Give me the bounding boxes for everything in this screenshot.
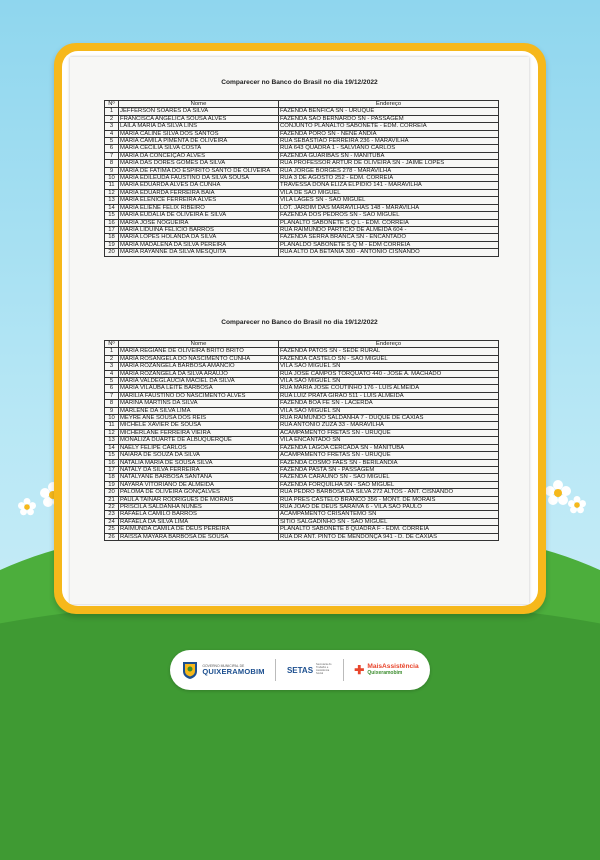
row-number: 4 <box>105 370 119 377</box>
row-address: RUA DR ANT. PINTO DE MENDONÇA 941 - D. DE CAXIAS <box>279 533 499 540</box>
row-name: MARIA DA CONCEIÇÃO ALVES <box>119 152 279 159</box>
document-frame <box>54 43 546 614</box>
row-name: RAFAELA CAMILO BARROS <box>119 511 279 518</box>
row-name: MARIA ELENICE FERREIRA ALVES <box>119 197 279 204</box>
table-row <box>105 115 499 122</box>
table-row <box>105 511 499 518</box>
row-name: NAELY FELIPE CARLOS <box>119 444 279 451</box>
row-number: 7 <box>105 152 119 159</box>
row-address: RUA JOAO DE DEUS SARAIVA 6 - VILA SAO PAULO <box>279 503 499 510</box>
table-row <box>105 503 499 510</box>
table-row <box>105 234 499 241</box>
table-row <box>105 518 499 525</box>
row-name: MARIA CAMILA PIMENTA DE OLIVEIRA <box>119 138 279 145</box>
row-address: FAZENDA SAO BERNARDO SN - PASSAGEM <box>279 115 499 122</box>
setas-logo <box>287 664 332 675</box>
row-address: VILA LAGES SN - SÃO MIGUEL <box>279 197 499 204</box>
table-row <box>105 108 499 115</box>
row-name: MICHELE XAVIER DE SOUSA <box>119 422 279 429</box>
table-row <box>105 533 499 540</box>
row-address: RUA JORGE BORGES 278 - MARAVILHA <box>279 167 499 174</box>
row-name: MARIA VALDEGLAUCIA MACIEL DA SILVA <box>119 378 279 385</box>
row-number: 3 <box>105 123 119 130</box>
row-name: NATALYANE BARBOSA SANTANA <box>119 474 279 481</box>
row-name: JEFFERSON SOARES DA SILVA <box>119 108 279 115</box>
row-name: MARIA JOSE NOGUEIRA <box>119 219 279 226</box>
document-sheet <box>70 57 529 604</box>
row-name: MARIA EDILEUDA FAUSTINO DA SILVA SOUSA <box>119 175 279 182</box>
table-row <box>105 415 499 422</box>
row-number: 25 <box>105 526 119 533</box>
table-row <box>105 212 499 219</box>
table-row <box>105 363 499 370</box>
table-row <box>105 348 499 355</box>
row-name: FRANCISCA ANGELICA SOUSA ALVES <box>119 115 279 122</box>
row-name: MARILIA FAUSTINO DO NASCIMENTO ALVES <box>119 392 279 399</box>
row-address: RUA ALTO DA BETANIA 300 - ANTONIO CISNANDO <box>279 249 499 256</box>
table-header-row <box>105 101 499 108</box>
row-address: FAZENDA SERRA BRANCA SN - ENCANTADO <box>279 234 499 241</box>
table-row <box>105 370 499 377</box>
row-address: PLANALTO SABONETE S Q L - EDM. CORREIA <box>279 219 499 226</box>
row-number: 5 <box>105 378 119 385</box>
row-name: PAULA TAINAR RODRIGUES DE MORAIS <box>119 496 279 503</box>
row-number: 8 <box>105 160 119 167</box>
row-address: VILA SAO MIGUEL SN <box>279 378 499 385</box>
row-address: PLANALTO SABONETE 8 QUADRA F - EDM. CORREIA <box>279 526 499 533</box>
row-number: 18 <box>105 474 119 481</box>
table-row <box>105 474 499 481</box>
prefeitura-logo <box>181 660 264 680</box>
logo-divider <box>343 659 344 681</box>
row-address: RUA ANTONIO ZUZA 33 - MARAVILHA <box>279 422 499 429</box>
row-name: MARIA REGIANE DE OLIVEIRA BRITO BRITO <box>119 348 279 355</box>
flower-icon <box>568 496 586 514</box>
row-number: 1 <box>105 348 119 355</box>
row-number: 4 <box>105 130 119 137</box>
row-address: FAZENDA BOA FÉ SN - LACERDA <box>279 400 499 407</box>
row-name: LAILA MARIA DA SILVA LINS <box>119 123 279 130</box>
row-address: FAZENDA PASTA SN - PASSAGEM <box>279 466 499 473</box>
row-address: RUA PROFESSOR ARTUR DE OLIVEIRA SN - JAIME LOPES <box>279 160 499 167</box>
table-row <box>105 226 499 233</box>
row-address: RUA SEBASTIAO FERREIRA 236 - MARAVILHA <box>279 138 499 145</box>
table-row <box>105 459 499 466</box>
row-name: NATALIA MARIA DE SOUSA SILVA <box>119 459 279 466</box>
row-address: RUA LUIZ PRATA GIRAO 511 - LUIS ALMEIDA <box>279 392 499 399</box>
row-number: 11 <box>105 182 119 189</box>
row-address: FAZENDA GUARIBAS SN - MANITUBA <box>279 152 499 159</box>
row-number: 14 <box>105 444 119 451</box>
footer-logos <box>170 650 430 690</box>
row-name: MEYRE ANE SOUSA DOS REIS <box>119 415 279 422</box>
row-number: 8 <box>105 400 119 407</box>
table-row <box>105 385 499 392</box>
table-row <box>105 466 499 473</box>
row-address: RUA JOSE CAMPOS TORQUATO 440 - JOSÉ A. MACHADO <box>279 370 499 377</box>
table-row <box>105 204 499 211</box>
row-number: 19 <box>105 241 119 248</box>
row-name: NAYARA VITORIANO DE ALMEIDA <box>119 481 279 488</box>
row-name: NATALY DA SILVA FERREIRA <box>119 466 279 473</box>
setas-subtitle: Secretaria do Trabalho e Assistência Social <box>316 663 332 675</box>
row-name: MARLENE DA SILVA LIMA <box>119 407 279 414</box>
table-row <box>105 481 499 488</box>
row-address: VILA DE SÃO MIGUEL <box>279 189 499 196</box>
row-number: 12 <box>105 189 119 196</box>
row-address: RUA PEDRO BARBOSA DA SILVA 272 ALTOS - ANT. CISNANDO <box>279 489 499 496</box>
row-name: MARIA DE FATIMA DO ESPIRITO SANTO DE OLIVEIRA <box>119 167 279 174</box>
row-name: MARIA CECILIA SILVA COSTA <box>119 145 279 152</box>
row-number: 23 <box>105 511 119 518</box>
row-number: 13 <box>105 197 119 204</box>
row-address: RUA MARIA JOSE COUTINHO 176 - LUIS ALMEIDA <box>279 385 499 392</box>
row-number: 6 <box>105 145 119 152</box>
row-name: MARIA CALINE SILVA DOS SANTOS <box>119 130 279 137</box>
table-row <box>105 130 499 137</box>
row-number: 1 <box>105 108 119 115</box>
row-address: ACAMPAMENTO FRETAS SN - URUQUÊ <box>279 429 499 436</box>
row-name: MARIA ROSANGELA DO NASCIMENTO CUNHA <box>119 355 279 362</box>
mais-assistencia-sub: Quixeramobim <box>367 669 403 676</box>
table-row <box>105 437 499 444</box>
row-number: 12 <box>105 429 119 436</box>
table-row <box>105 182 499 189</box>
setas-name: SETAS <box>286 665 314 675</box>
table-row <box>105 496 499 503</box>
row-address: LOT. JARDIM DAS MARAVILHAS 148 - MARAVILHA <box>279 204 499 211</box>
row-number: 22 <box>105 503 119 510</box>
table-row <box>105 429 499 436</box>
crest-icon <box>181 660 199 680</box>
row-number: 17 <box>105 466 119 473</box>
row-number: 14 <box>105 204 119 211</box>
row-number: 2 <box>105 355 119 362</box>
row-number: 11 <box>105 422 119 429</box>
plus-icon: ✚ <box>354 663 365 677</box>
row-number: 16 <box>105 459 119 466</box>
row-address: RUA PRES CASTELO BRANCO 356 - MONT. DE MORAIS <box>279 496 499 503</box>
row-name: MARIA EDUARDA ALVES DA CUNHA <box>119 182 279 189</box>
row-address: FAZENDA PATOS SN - SEDE RURAL <box>279 348 499 355</box>
logo-divider <box>275 659 276 681</box>
row-address: RUA 3 DE AGOSTO 252 - EDM. CORREIA <box>279 175 499 182</box>
row-name: MARIA VILAUBA LEITE BARBOSA <box>119 385 279 392</box>
row-address: FAZENDA COSMO FAES SN - BERILANDIA <box>279 459 499 466</box>
row-number: 18 <box>105 234 119 241</box>
beneficiary-table-1 <box>104 100 499 257</box>
table-row <box>105 444 499 451</box>
row-address: ACAMPAMENTO CRISANTEMO SN <box>279 511 499 518</box>
row-number: 9 <box>105 167 119 174</box>
table-row <box>105 167 499 174</box>
row-address: CONJUNTO PLANALTO SABONETE - EDM. CORREIA <box>279 123 499 130</box>
row-address: FAZENDA DOS PEDROS SN - SÃO MIGUEL <box>279 212 499 219</box>
table-row <box>105 378 499 385</box>
row-name: MARIA ELIENE FELIX RIBEIRO <box>119 204 279 211</box>
document-card <box>62 51 538 606</box>
row-number: 19 <box>105 481 119 488</box>
table-row <box>105 138 499 145</box>
row-number: 3 <box>105 363 119 370</box>
table2-title: Comparecer no Banco do Brasil no dia 19/12/2022 <box>221 319 378 326</box>
table-row <box>105 526 499 533</box>
mais-assistencia-logo <box>354 663 418 677</box>
table-row <box>105 175 499 182</box>
header-number: Nº <box>105 341 119 348</box>
row-address: FAZENDA FORQUILHA SN - SÃO MIGUEL <box>279 481 499 488</box>
header-address: Endereço <box>279 101 499 108</box>
row-name: RAFAELA DA SILVA LIMA <box>119 518 279 525</box>
row-name: MARIA LIDUINA FELICIO BARROS <box>119 226 279 233</box>
row-name: MARIA EDUARDA FERREIRA BAIA <box>119 189 279 196</box>
row-number: 15 <box>105 212 119 219</box>
row-name: PRISCILA SALDANHA NUNES <box>119 503 279 510</box>
row-number: 26 <box>105 533 119 540</box>
row-name: RAISSA MAYARA BARBOSA DE SOUSA <box>119 533 279 540</box>
row-name: MARIA EUDALIA DE OLIVEIRA E SILVA <box>119 212 279 219</box>
row-name: MICHERLANE FERREIRA VIEIRA <box>119 429 279 436</box>
table-row <box>105 400 499 407</box>
table-row <box>105 355 499 362</box>
row-address: FAZENDA LAGOA CERCADA SN - MANITUBA <box>279 444 499 451</box>
row-address: TRAVESSA DONA ELIZA ELPIDIO 141 - MARAVILHA <box>279 182 499 189</box>
table-row <box>105 123 499 130</box>
row-number: 10 <box>105 175 119 182</box>
row-address: VILA ENCANTADO SN <box>279 437 499 444</box>
row-name: MARIA ROZANGELA DA SILVA ARAUJO <box>119 370 279 377</box>
background-hill-front <box>0 600 600 860</box>
row-address: RUA RAIMUNDO SALDANHA 7 - DUQUE DE CAXIAS <box>279 415 499 422</box>
row-name: MARINA MARTINS DA SILVA <box>119 400 279 407</box>
row-name: NAIARA DE SOUZA DA SILVA <box>119 452 279 459</box>
row-number: 10 <box>105 415 119 422</box>
row-address: VILA SAO MIGUEL SN <box>279 407 499 414</box>
row-number: 2 <box>105 115 119 122</box>
row-number: 15 <box>105 452 119 459</box>
header-name: Nome <box>119 341 279 348</box>
table-row <box>105 392 499 399</box>
table-row <box>105 407 499 414</box>
table-row <box>105 219 499 226</box>
header-address: Endereço <box>279 341 499 348</box>
row-name: MARIA LOPES HOLANDA DA SILVA <box>119 234 279 241</box>
row-number: 20 <box>105 489 119 496</box>
prefeitura-small-text: GOVERNO MUNICIPAL DE <box>202 663 245 668</box>
row-number: 6 <box>105 385 119 392</box>
mais-assistencia-name: MaisAssistência <box>367 663 419 671</box>
header-number: Nº <box>105 101 119 108</box>
flower-icon <box>18 498 36 516</box>
row-address: RUA 643 QUADRA 1 - SALVIANO CARLOS <box>279 145 499 152</box>
row-address: SITIO SALGADINHO SN - SÃO MIGUEL <box>279 518 499 525</box>
prefeitura-name: QUIXERAMOBIM <box>202 666 265 676</box>
row-name: MARIA MADALENA DA SILVA PEREIRA <box>119 241 279 248</box>
row-number: 24 <box>105 518 119 525</box>
table-row <box>105 160 499 167</box>
row-number: 7 <box>105 392 119 399</box>
row-number: 20 <box>105 249 119 256</box>
row-address: PLANALDO SABONETE S Q M - EDM CORREIA <box>279 241 499 248</box>
table-row <box>105 452 499 459</box>
row-address: ACAMPAMENTO FRETAS SN - URUQUÊ <box>279 452 499 459</box>
table1-title: Comparecer no Banco do Brasil no dia 19/12/2022 <box>221 79 378 86</box>
row-number: 13 <box>105 437 119 444</box>
row-address: VILA SAO MIGUEL SN <box>279 363 499 370</box>
row-number: 9 <box>105 407 119 414</box>
row-name: MONALIZA DUARTE DE ALBUQUERQUE <box>119 437 279 444</box>
table-row <box>105 197 499 204</box>
row-address: FAZENDA CARAUNO SN - SÃO MIGUEL <box>279 474 499 481</box>
table-row <box>105 241 499 248</box>
row-name: MARIA ROZANGELA BARBOSA AMANCIO <box>119 363 279 370</box>
table-row <box>105 152 499 159</box>
beneficiary-table-2 <box>104 340 499 541</box>
row-number: 17 <box>105 226 119 233</box>
row-number: 5 <box>105 138 119 145</box>
row-name: MARIA RAYANNE DA SILVA MESQUITA <box>119 249 279 256</box>
row-name: MARIA DAS DORES GOMES DA SILVA <box>119 160 279 167</box>
row-name: PALOMA DE OLIVEIRA GONÇALVES <box>119 489 279 496</box>
row-address: RUA RAIMUNDO PARTICIO DE ALMEIDA 604 - <box>279 226 499 233</box>
table-row <box>105 489 499 496</box>
table-row <box>105 249 499 256</box>
table-row <box>105 422 499 429</box>
row-address: FAZENDA PORO SN - NENE ANDIA <box>279 130 499 137</box>
table-row <box>105 189 499 196</box>
row-address: FAZENDA CASTELO SN - SÃO MIGUEL <box>279 355 499 362</box>
header-name: Nome <box>119 101 279 108</box>
row-address: FAZENDA BENFICA SN - URUQUÊ <box>279 108 499 115</box>
table-row <box>105 145 499 152</box>
row-name: RAIMUNDA CAMILA DE DEUS PEREIRA <box>119 526 279 533</box>
row-number: 21 <box>105 496 119 503</box>
table-header-row <box>105 341 499 348</box>
row-number: 16 <box>105 219 119 226</box>
